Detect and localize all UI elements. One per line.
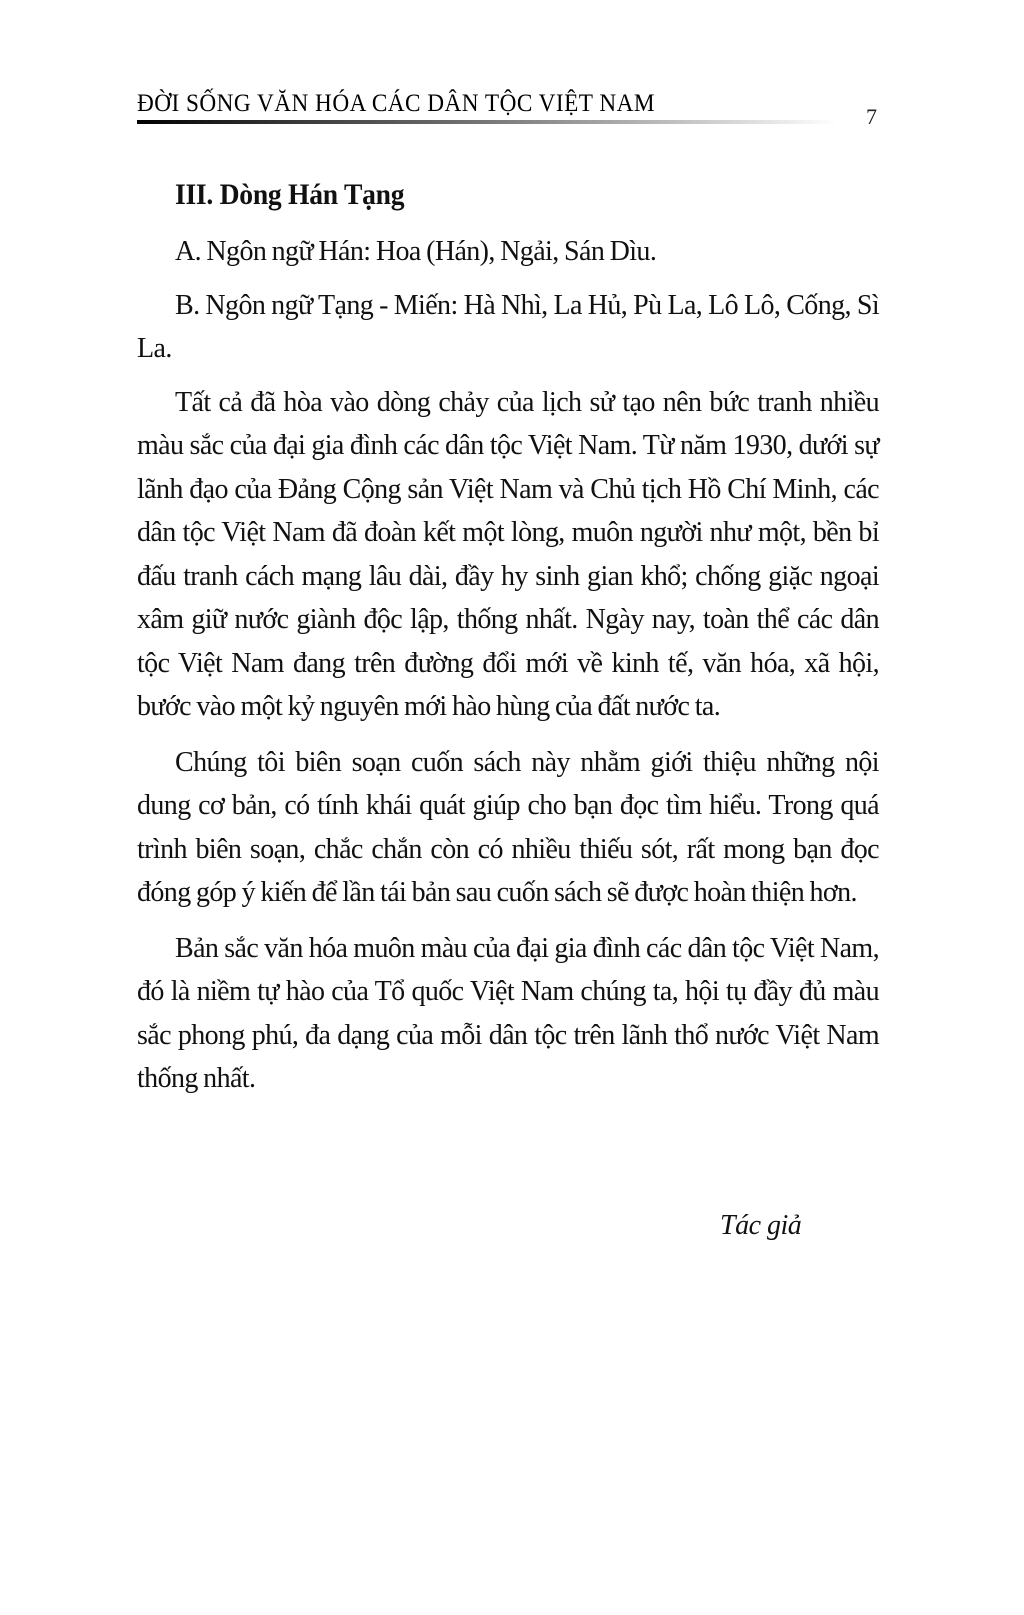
page-body <box>137 170 879 1113</box>
header-title: ĐỜI SỐNG VĂN HÓA CÁC DÂN TỘC VIỆT NAM <box>137 90 655 117</box>
paragraph-purpose: Chúng tôi biên soạn cuốn sách này nhằm giới thiệu những nội dung cơ bản, có tính khái quát giúp cho bạn đọc tìm hiểu. Trong quá trình biên soạn, chắc chắn còn có nhiều thiếu sót, rất mong bạn đọc đóng góp ý kiến để lần tái bản sau cuốn sách sẽ được hoàn thiện hơn. <box>137 746 879 908</box>
list-item-han: A. Ngôn ngữ Hán: Hoa (Hán), Ngải, Sán Dìu. <box>175 236 657 267</box>
running-header <box>137 90 877 130</box>
header-gradient-rule <box>137 120 837 124</box>
paragraph-identity: Bản sắc văn hóa muôn màu của đại gia đình các dân tộc Việt Nam, đó là niềm tự hào của Tổ quốc Việt Nam chúng ta, hội tụ đầy đủ màu sắc phong phú, đa dạng của mỗi dân tộc trên lãnh thổ nước Việt Nam thống nhất. <box>137 932 879 1094</box>
list-item-tang-mien: B. Ngôn ngữ Tạng - Miến: Hà Nhì, La Hủ, Pù La, Lô Lô, Cống, Sì La. <box>137 289 879 364</box>
paragraph-history: Tất cả đã hòa vào dòng chảy của lịch sử tạo nên bức tranh nhiều màu sắc của đại gia đình các dân tộc Việt Nam. Từ năm 1930, dưới sự lãnh đạo của Đảng Cộng sản Việt Nam và Chủ tịch Hồ Chí Minh, các dân tộc Việt Nam đã đoàn kết một lòng, muôn người như một, bền bỉ đấu tranh cách mạng lâu dài, đầy hy sinh gian khổ; chống giặc ngoại xâm giữ nước giành độc lập, thống nhất. Ngày nay, toàn thể các dân tộc Việt Nam đang trên đường đổi mới về kinh tế, văn hóa, xã hội, bước vào một kỷ nguyên mới hào hùng của đất nước ta. <box>137 386 879 722</box>
page-number: 7 <box>866 104 877 129</box>
author-signature: Tác giả <box>720 1210 802 1241</box>
section-heading: III. Dòng Hán Tạng <box>175 178 405 211</box>
